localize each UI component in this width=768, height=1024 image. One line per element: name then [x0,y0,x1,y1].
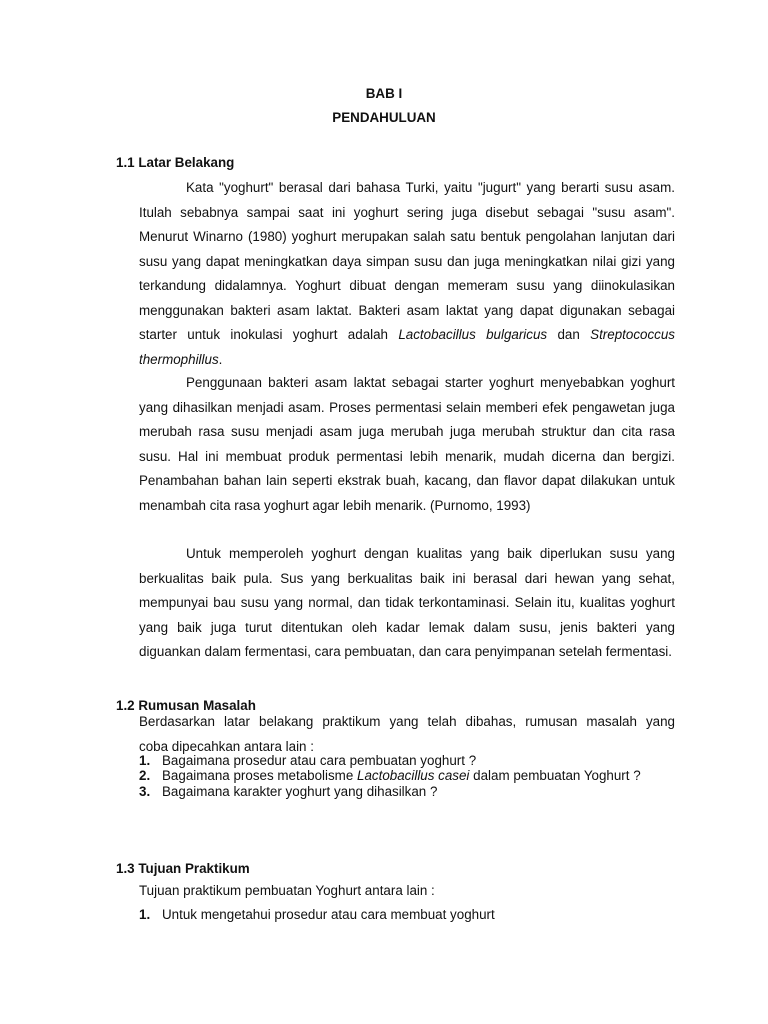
list-item-text: Untuk mengetahui prosedur atau cara membuat yoghurt [162,907,495,922]
paragraph-text: Kata "yoghurt" berasal dari bahasa Turki, yaitu "jugurt" yang berarti susu asam. Itulah sebabnya sampai saat ini yoghurt sering juga disebut sebagai "susu asam". Menurut Winarno (1980) yoghurt merupakan salah satu bentuk pengolahan lanjutan dari susu yang dapat meningkatkan daya simpan susu dan juga meningkatkan nilai gizi yang terkandung didalamnya. Yoghurt dibuat dengan memeram susu yang diinokulasikan menggunakan bakteri asam laktat. Bakteri asam laktat yang dapat digunakan sebagai starter untuk inokulasi yoghurt adalah [139,180,675,342]
paragraph-text: Penggunaan bakteri asam laktat sebagai starter yoghurt menyebabkan yoghurt yang dihasilkan menjadi asam. Proses permentasi selain memberi efek pengawetan juga merubah rasa susu menjadi asam juga merubah juga merubah struktur dan cita rasa susu. Hal ini membuat produk permentasi lebih menarik, mudah dicerna dan bergizi. Penambahan bahan lain seperti ekstrak buah, kacang, dan flavor dapat dilakukan untuk menambah cita rasa yoghurt agar lebih menarik. (Purnomo, 1993) [139,375,675,513]
rumusan-list-item [139,768,641,783]
species-name-italic: Lactobacillus casei [357,768,470,783]
species-name-italic: Lactobacillus bulgaricus [398,327,548,342]
list-item-text: Bagaimana prosedur atau cara pembuatan yoghurt ? [162,753,477,768]
paragraph-text: dan [547,327,591,342]
tujuan-list-item [139,907,495,922]
list-item-text: Bagaimana karakter yoghurt yang dihasilkan ? [162,784,438,799]
list-item-text: Bagaimana proses metabolisme [162,768,358,783]
chapter-number: BAB I [365,86,403,101]
paragraph-latar-belakang-2 [139,371,675,518]
rumusan-list-item [139,753,476,768]
paragraph-text: Untuk memperoleh yoghurt dengan kualitas yang baik diperlukan susu yang berkualitas baik pula. Sus yang berkualitas baik ini berasal dari hewan yang sehat, mempunyai bau susu yang normal, dan tidak terkontaminasi. Selain itu, kualitas yoghurt yang baik juga turut ditentukan oleh kadar lemak dalam susu, jenis bakteri yang diguankan dalam fermentasi, cara pembuatan, dan cara penyimpanan setelah fermentasi. [139,546,675,659]
list-number: 1. [139,907,151,922]
paragraph-text: . [218,351,223,367]
section-heading-rumusan-masalah: 1.2 Rumusan Masalah [116,698,256,713]
list-number: 3. [139,784,151,799]
section-heading-latar-belakang: 1.1 Latar Belakang [116,155,235,170]
paragraph-latar-belakang-3 [139,542,675,665]
rumusan-list-item [139,784,437,799]
species-name-italic: Streptococcus thermophillus [139,327,675,367]
rumusan-intro-line-2: coba dipecahkan antara lain : [139,739,314,754]
paragraph-latar-belakang-1 [139,176,675,372]
list-number: 1. [139,753,151,768]
list-number: 2. [139,768,151,783]
list-item-text: dalam pembuatan Yoghurt ? [469,768,641,783]
tujuan-intro: Tujuan praktikum pembuatan Yoghurt antara lain : [139,883,435,898]
rumusan-intro-line-1: Berdasarkan latar belakang praktikum yang telah dibahas, rumusan masalah yang [139,714,675,729]
chapter-title: PENDAHULUAN [332,110,436,125]
section-heading-tujuan-praktikum: 1.3 Tujuan Praktikum [116,861,250,876]
